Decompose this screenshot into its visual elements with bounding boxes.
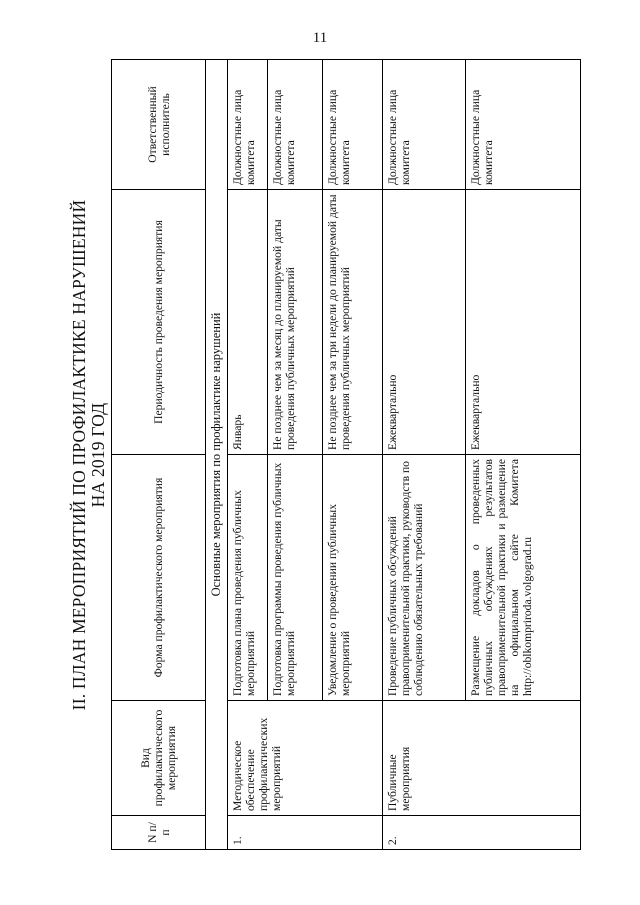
measures-table [111, 59, 581, 850]
row-period: Январь [228, 190, 268, 455]
row-num: 2. [383, 816, 581, 850]
row-responsible: Должностные лица комитета [466, 60, 581, 190]
title-line-1: II. ПЛАН МЕРОПРИЯТИЙ ПО ПРОФИЛАКТИКЕ НАРУШЕНИЙ [69, 199, 89, 711]
header-responsible: Ответственный исполнитель [112, 60, 206, 190]
row-form: Размещение докладов о проведенных публичных обсуждениях результатов правоприменительной практики и размещение на официальном сайте Комитета http://oblkompriroda.volgograd.ru [466, 455, 581, 701]
row-num: 1. [228, 816, 383, 850]
row-period: Ежеквартально [383, 190, 466, 455]
row-form: Подготовка программы проведения публичных мероприятий [268, 455, 323, 701]
section-title: Основные мероприятия по профилактике нарушений [206, 60, 228, 850]
row-type: Публичные мероприятия [383, 701, 581, 816]
row-responsible: Должностные лица комитета [323, 60, 383, 190]
row-responsible: Должностные лица комитета [383, 60, 466, 190]
header-type: Вид профилактического мероприятия [112, 701, 206, 816]
table-row [383, 60, 466, 850]
header-period: Периодичность проведения мероприятия [112, 190, 206, 455]
row-type: Методическое обеспечение профилактических мероприятий [228, 701, 383, 816]
page-number: 11 [312, 30, 328, 46]
row-period: Ежеквартально [466, 190, 581, 455]
row-form: Проведение публичных обсуждений правоприменительной практики, руководств по соблюдению обязательных требований [383, 455, 466, 701]
header-num: N п/п [112, 816, 206, 850]
row-form: Уведомление о проведении публичных мероприятий [323, 455, 383, 701]
row-responsible: Должностные лица комитета [228, 60, 268, 190]
row-period: Не позднее чем за месяц до планируемой даты проведения публичных мероприятий [268, 190, 323, 455]
section-row [206, 60, 228, 850]
header-form: Форма профилактического мероприятия [112, 455, 206, 701]
row-responsible: Должностные лица комитета [268, 60, 323, 190]
title-line-2: НА 2019 ГОД [88, 402, 108, 508]
table-header-row [112, 60, 206, 850]
row-form: Подготовка плана проведения публичных мероприятий [228, 455, 268, 701]
table-row [228, 60, 268, 850]
row-period: Не позднее чем за три недели до планируемой даты проведения публичных мероприятий [323, 190, 383, 455]
rotated-content [70, 60, 580, 850]
page-title [70, 60, 108, 850]
